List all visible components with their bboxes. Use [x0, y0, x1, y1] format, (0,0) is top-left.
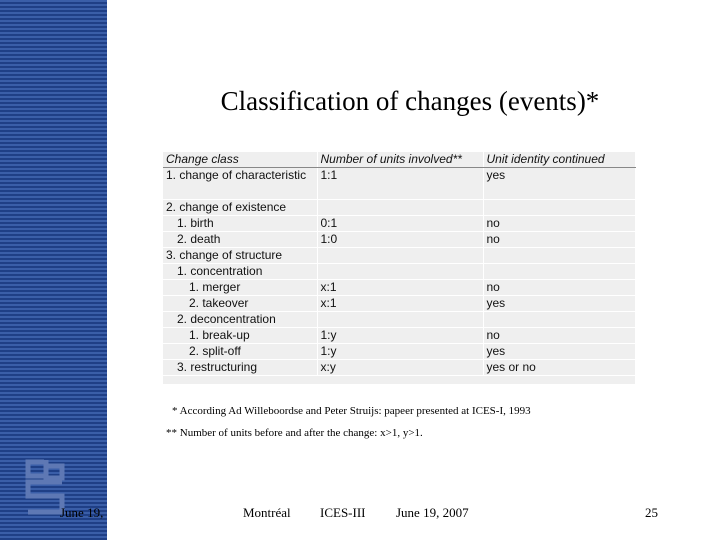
- table-row: [163, 200, 635, 216]
- cell-change-class: 3. change of structure: [163, 248, 317, 264]
- table-row: [163, 168, 635, 200]
- cell-units-involved: 1:1: [317, 168, 483, 200]
- table-row: [163, 296, 635, 312]
- footer-conference: ICES-III: [320, 505, 366, 520]
- cell-identity-continued: [483, 264, 635, 280]
- cell-units-involved: 0:1: [317, 216, 483, 232]
- cell-change-class: 1. concentration: [163, 264, 317, 280]
- cell-units-involved: [317, 248, 483, 264]
- page-number: 25: [645, 505, 658, 520]
- cell-identity-continued: no: [483, 280, 635, 296]
- table-row: [163, 248, 635, 264]
- table-row: [163, 328, 635, 344]
- cell-change-class: 2. takeover: [163, 296, 317, 312]
- footnote-units: ** Number of units before and after the change: x>1, y>1.: [166, 427, 423, 439]
- cell-units-involved: [317, 312, 483, 328]
- cell-units-involved: x:1: [317, 280, 483, 296]
- cell-identity-continued: yes: [483, 296, 635, 312]
- header-change-class: Change class: [163, 152, 317, 168]
- footer-left-date: June 19,: [60, 505, 104, 520]
- cell-change-class: 2. change of existence: [163, 200, 317, 216]
- footnote-source: * According Ad Willeboordse and Peter Struijs: papeer presented at ICES-I, 1993: [172, 405, 531, 417]
- cell-units-involved: [317, 264, 483, 280]
- cell-change-class: 1. break-up: [163, 328, 317, 344]
- cell-units-involved: x:y: [317, 360, 483, 376]
- table-row: [163, 264, 635, 280]
- cell-identity-continued: [483, 248, 635, 264]
- classification-table: [163, 152, 635, 384]
- cell-identity-continued: yes or no: [483, 360, 635, 376]
- cell-change-class: 2. deconcentration: [163, 312, 317, 328]
- cell-identity-continued: no: [483, 216, 635, 232]
- cell-change-class: 3. restructuring: [163, 360, 317, 376]
- cell-identity-continued: [483, 312, 635, 328]
- cell-units-involved: 1:0: [317, 232, 483, 248]
- header-identity-continued: Unit identity continued: [483, 152, 635, 168]
- cell-change-class: 2. death: [163, 232, 317, 248]
- header-units-involved: Number of units involved**: [317, 152, 483, 168]
- table-row: [163, 232, 635, 248]
- cell-units-involved: 1:y: [317, 328, 483, 344]
- slide-title: Classification of changes (events)*: [220, 86, 600, 116]
- cell-units-involved: x:1: [317, 296, 483, 312]
- table-row: [163, 360, 635, 376]
- cell-change-class: 2. split-off: [163, 344, 317, 360]
- footer-date: June 19, 2007: [396, 505, 469, 520]
- cell-change-class: 1. birth: [163, 216, 317, 232]
- table-row: [163, 280, 635, 296]
- table-row: [163, 344, 635, 360]
- cell-change-class: 1. change of characteristic: [163, 168, 317, 200]
- cell-identity-continued: yes: [483, 168, 635, 200]
- cell-identity-continued: yes: [483, 344, 635, 360]
- cell-identity-continued: no: [483, 232, 635, 248]
- table-row: [163, 312, 635, 328]
- cell-units-involved: [317, 200, 483, 216]
- footer-city: Montréal: [243, 505, 291, 520]
- table-header-row: [163, 152, 635, 168]
- cell-change-class: 1. merger: [163, 280, 317, 296]
- table-row: [163, 216, 635, 232]
- cell-identity-continued: no: [483, 328, 635, 344]
- cell-identity-continued: [483, 200, 635, 216]
- cell-units-involved: 1:y: [317, 344, 483, 360]
